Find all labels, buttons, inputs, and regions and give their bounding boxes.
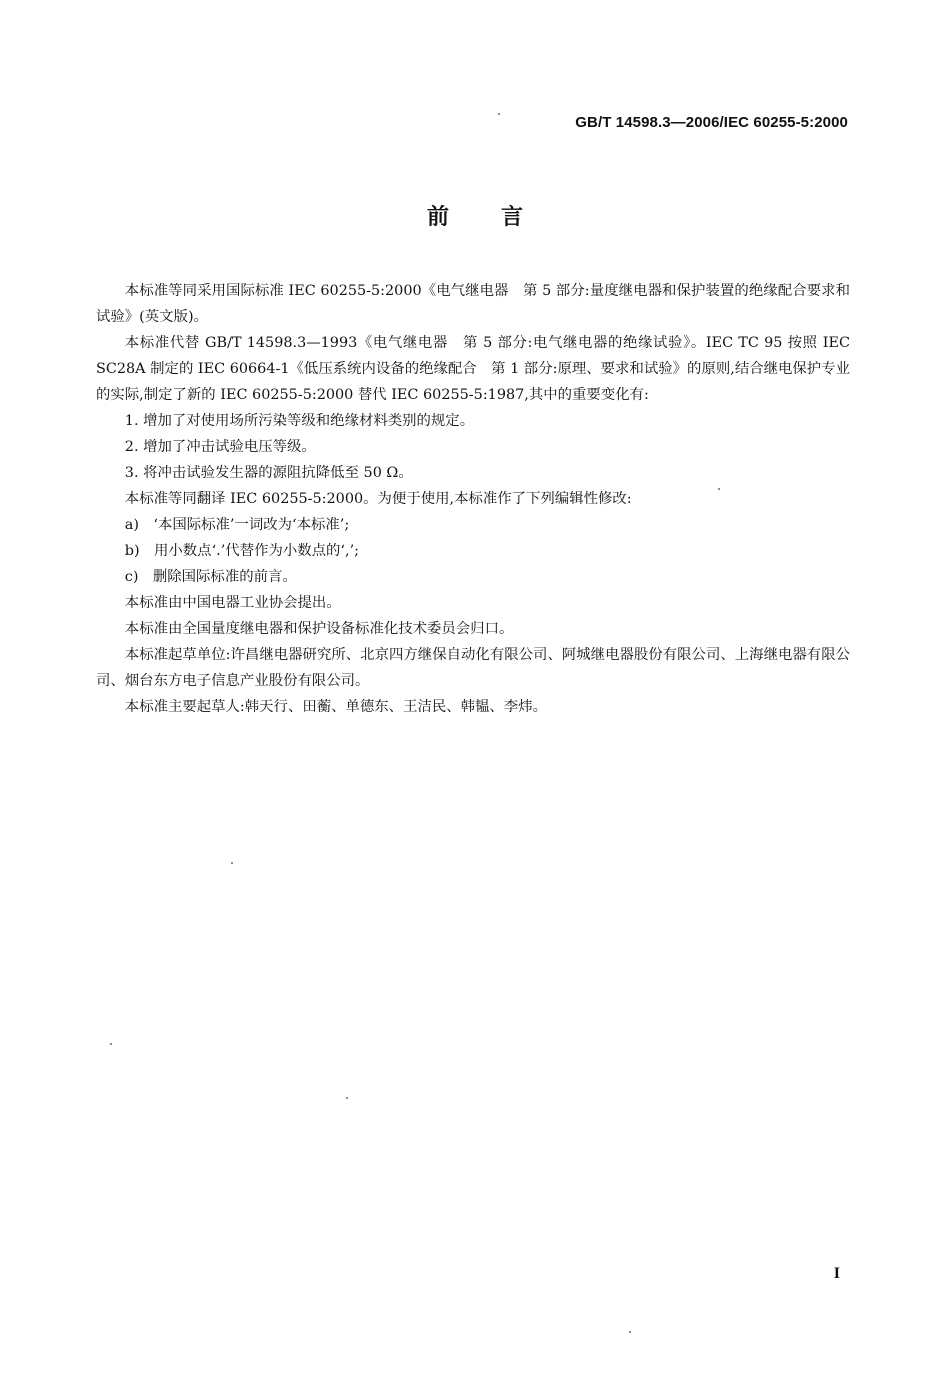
paragraph-drafters: 本标准主要起草人:韩天行、田蘅、单德东、王洁民、韩韫、李炜。 — [124, 699, 547, 715]
paragraph-committee: 本标准由全国量度继电器和保护设备标准化技术委员会归口。 — [124, 621, 514, 637]
page-title: 前言 — [426, 205, 575, 230]
scan-speck — [346, 1097, 348, 1099]
scan-speck — [718, 488, 720, 490]
edit-item-c: c) 删除国际标准的前言。 — [124, 569, 297, 585]
scan-speck — [110, 1043, 112, 1045]
paragraph-drafting-units: 本标准起草单位:许昌继电器研究所、北京四方继保自动化有限公司、阿城继电器股份有限公司、上海继电器有限公司、烟台东方电子信息产业股份有限公司。 — [96, 647, 850, 689]
page-number: I — [833, 1265, 840, 1282]
scan-speck — [498, 113, 500, 115]
change-item-1: 1. 增加了对使用场所污染等级和绝缘材料类别的规定。 — [124, 413, 475, 429]
paragraph-replacement: 本标准代替 GB/T 14598.3—1993《电气继电器 第 5 部分:电气继电器的绝缘试验》。IEC TC 95 按照 IEC SC28A 制定的 IEC 60664-1《低压系统内设备的绝缘配合 第 1 部分:原理、要求和试验》的原则,结合继电保护专业的实际,制定了新的 IEC 60255-5:2000 替代 IEC 60255-5:1987,其中的重要变化有: — [96, 335, 850, 403]
paragraph-translation: 本标准等同翻译 IEC 60255-5:2000。为便于使用,本标准作了下列编辑性修改: — [124, 491, 632, 507]
edit-item-a: a) ‘本国际标准’一词改为‘本标准’; — [124, 517, 350, 533]
foreword-body — [96, 278, 850, 720]
edit-item-b: b) 用小数点‘.’代替作为小数点的‘,’; — [124, 543, 359, 559]
change-item-2: 2. 增加了冲击试验电压等级。 — [124, 439, 316, 455]
standard-code: GB/T 14598.3—2006/IEC 60255-5:2000 — [575, 114, 848, 131]
scan-speck — [231, 862, 233, 864]
paragraph-proposer: 本标准由中国电器工业协会提出。 — [124, 595, 341, 611]
paragraph-adoption: 本标准等同采用国际标准 IEC 60255-5:2000《电气继电器 第 5 部分:量度继电器和保护装置的绝缘配合要求和试验》(英文版)。 — [96, 283, 850, 325]
change-item-3: 3. 将冲击试验发生器的源阻抗降低至 50 Ω。 — [124, 465, 413, 481]
scan-speck — [629, 1331, 631, 1333]
